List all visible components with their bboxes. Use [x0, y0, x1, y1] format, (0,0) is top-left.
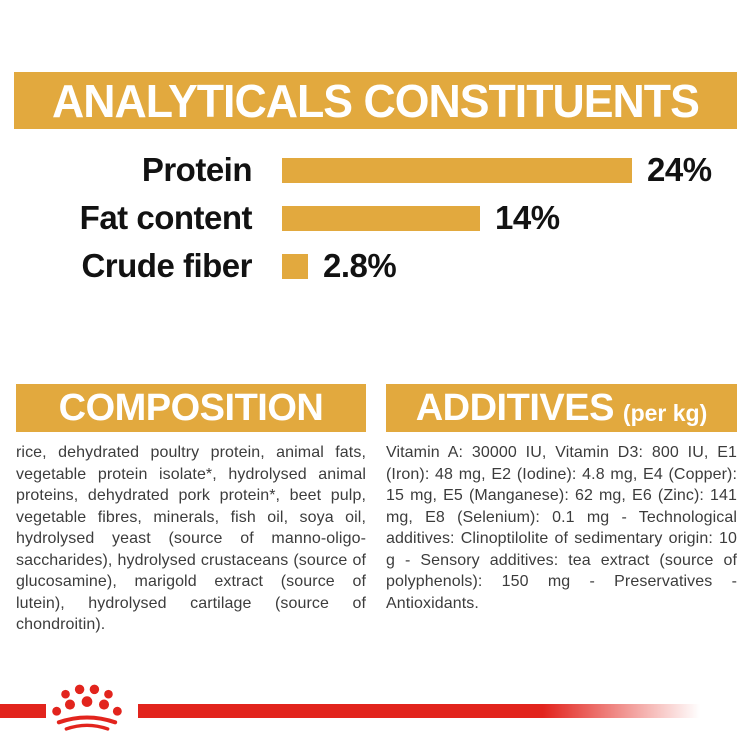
chart-row-fat-content — [0, 194, 750, 242]
chart-row-crude-fiber — [0, 242, 750, 290]
additives-heading: ADDITIVES — [415, 386, 614, 429]
chart-category-label: Crude fiber — [81, 247, 252, 284]
chart-value-label: 14% — [495, 199, 560, 236]
page-title: ANALYTICALS CONSTITUENTS — [52, 74, 699, 127]
footer-stripe-right — [138, 704, 700, 718]
chart-value-label: 24% — [647, 151, 712, 188]
composition-text: rice, dehydrated poultry protein, animal fats, vegetable protein isolate*, hydrolysed animal proteins, dehydrated pork protein*, beet pulp, vegetable fibres, minerals, fish oil, soya oil, hydrolysed yeast (source of manno-oligo-saccharides), hydrolysed crustaceans (source of glucosamine), marigold extract (source of lutein), hydrolysed cartilage (source of chondroitin). — [16, 444, 366, 633]
royal-canin-crown-paw-icon — [50, 684, 124, 734]
chart-bar — [282, 254, 308, 279]
analytical-constituents-header — [14, 72, 737, 129]
chart-value-label: 2.8% — [323, 247, 397, 284]
composition-section — [16, 384, 366, 636]
chart-category-label: Fat content — [79, 199, 252, 236]
analytical-constituents-chart — [0, 146, 750, 290]
additives-section — [386, 384, 737, 614]
chart-bar — [282, 206, 480, 231]
composition-header — [16, 384, 366, 432]
chart-row-protein — [0, 146, 750, 194]
additives-header — [386, 384, 737, 432]
additives-heading-suffix: (per kg) — [622, 399, 708, 426]
footer-stripe-left — [0, 704, 46, 718]
additives-text: Vitamin A: 30000 IU, Vitamin D3: 800 IU, E1 (Iron): 48 mg, E2 (Iodine): 4.8 mg, E4 (Copper): 15 mg, E5 (Manganese): 62 mg, E6 (Zinc): 141 mg, E8 (Selenium): 0.1 mg - Technological additives: Clinoptilolite of sedimentary origin: 10 g - Sensory additives: tea extract (source of polyphenols): 150 mg - Preservatives - Antioxidants. — [386, 444, 737, 612]
composition-heading: COMPOSITION — [58, 386, 324, 429]
chart-bar — [282, 158, 632, 183]
chart-category-label: Protein — [141, 151, 252, 188]
